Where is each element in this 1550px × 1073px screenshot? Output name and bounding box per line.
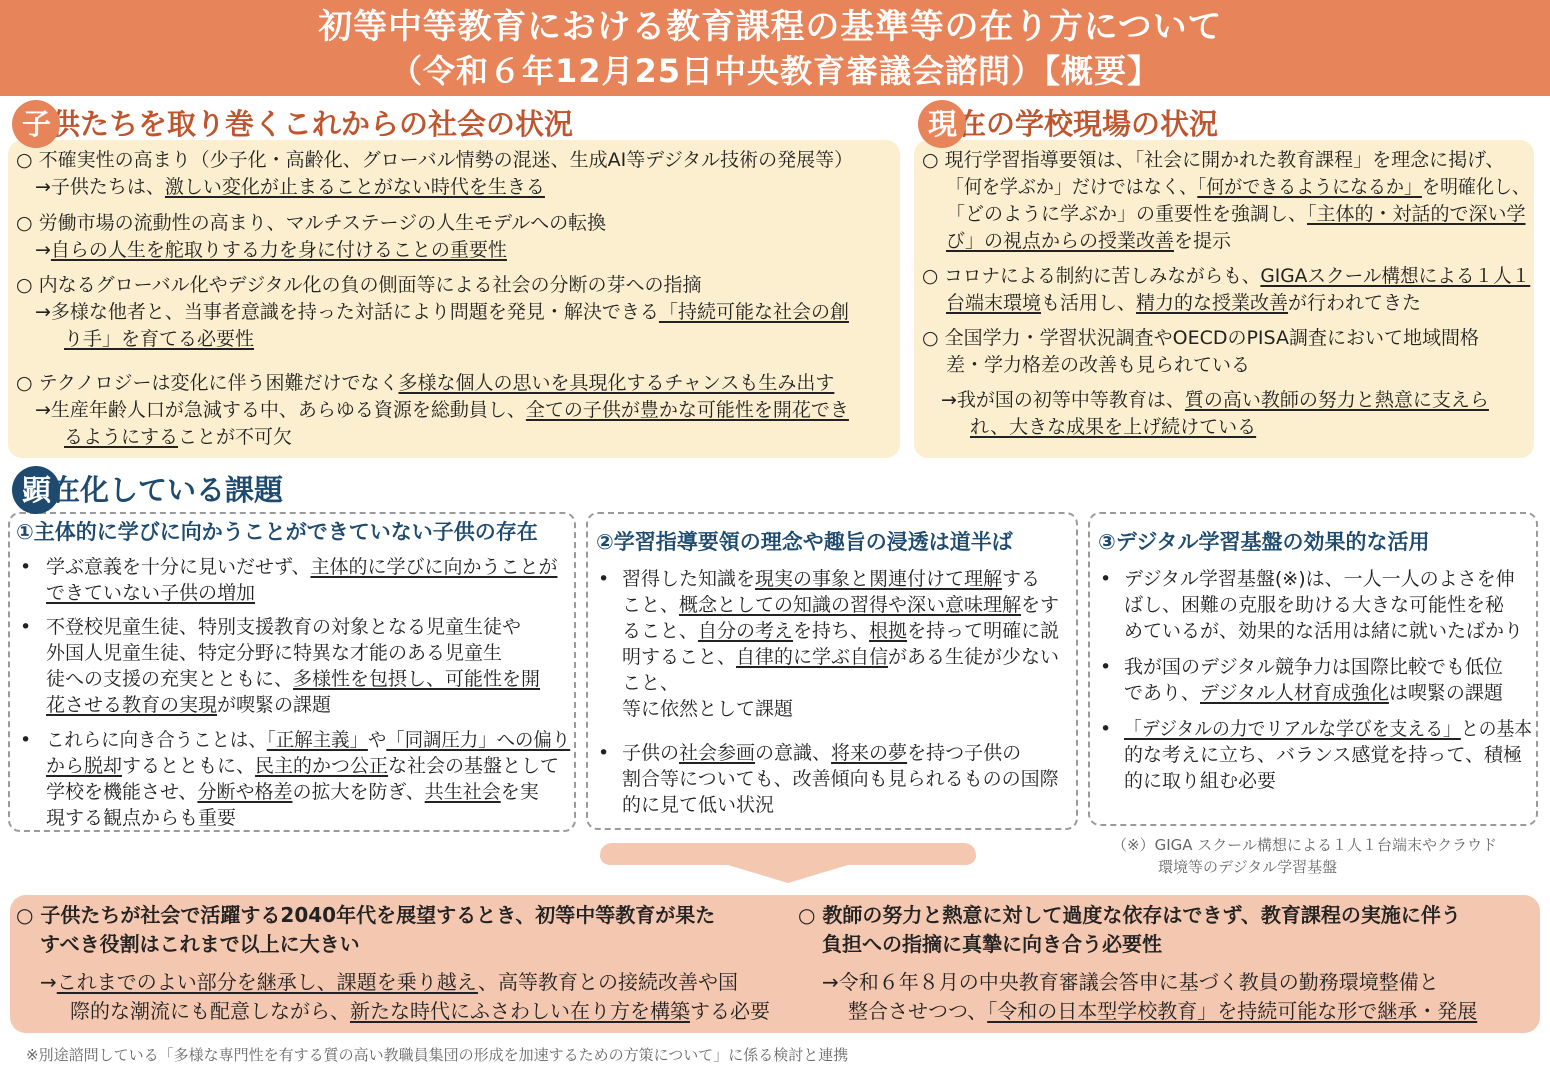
- issue-1-b3-l3: 学校を機能させ、分断や格差の拡大を防ぎ、共生社会を実: [46, 781, 539, 803]
- school-item-4-line2: れ、大きな成果を上げ続けている: [970, 416, 1257, 438]
- issue-2-b1-l2: こと、概念としての知識の習得や深い意味理解をす: [622, 594, 1060, 616]
- issue-2-b1-l6: 等に依然として課題: [622, 698, 794, 720]
- school-item-1-line4: び」の視点からの授業改善を提示: [946, 230, 1232, 252]
- footnote: ※別途諮問している「多様な専門性を有する質の高い教職員集団の形成を加速するための方策について」に係る検討と連携: [26, 1046, 849, 1064]
- issue-1-b2-l3: 徒への支援の充実とともに、多様性を包摂し、可能性を開: [46, 668, 541, 690]
- society-item-2-line1: ○ 労働市場の流動性の高まり、マルチステージの人生モデルへの転換: [16, 212, 607, 234]
- issues-section-title: 顕在化している課題: [22, 473, 284, 507]
- page-subtitle: （令和６年12月25日中央教育審議会諮問）【概要】: [389, 52, 1161, 90]
- issue-3-heading: ③デジタル学習基盤の効果的な活用: [1098, 530, 1430, 554]
- issue-2-heading: ②学習指導要領の理念や趣旨の浸透は道半ば: [596, 530, 1013, 554]
- issue-2-b2-l2: 割合等についても、改善傾向も見られるものの国際: [622, 768, 1059, 790]
- issue-2-b1-l1: 習得した知識を現実の事象と関連付けて理解する: [622, 568, 1041, 590]
- issue-1-b2-l4: 花させる教育の実現が喫緊の課題: [46, 694, 332, 716]
- bullet-dot: •: [20, 729, 32, 751]
- issue-3-b1-l2: ばし、困難の克服を助ける大きな可能性を秘: [1124, 594, 1505, 616]
- school-item-4-line1: →我が国の初等中等教育は、質の高い教師の努力と熱意に支えら: [922, 389, 1489, 411]
- issue-1-b3-l2: から脱却するとともに、民主的かつ公正な社会の基盤として: [46, 755, 560, 777]
- issue-2-b2-l3: 的に見て低い状況: [622, 794, 775, 816]
- bullet-dot: •: [598, 568, 610, 590]
- issue-1-b3-l4: 現する観点からも重要: [46, 807, 237, 829]
- bullet-dot: •: [1100, 656, 1112, 678]
- issue-1-b1-l1: 学ぶ意義を十分に見いだせず、主体的に学びに向かうことが: [46, 556, 558, 578]
- issue-2-b1-l3: ること、自分の考えを持ち、根拠を持って明確に説: [622, 620, 1060, 642]
- issue-3-b3-l1: 「デジタルの力でリアルな学びを支える」との基本: [1124, 718, 1533, 740]
- issue-2-b1-l5: こと、: [622, 672, 680, 694]
- society-item-4-line1: ○ テクノロジーは変化に伴う困難だけでなく多様な個人の思いを具現化するチャンスも生み出す: [16, 372, 835, 394]
- issue-1-b2-l1: 不登校児童生徒、特別支援教育の対象となる児童生徒や: [46, 616, 522, 638]
- society-item-4-line2: →生産年齢人口が急減する中、あらゆる資源を総動員し、全ての子供が豊かな可能性を開花でき: [16, 399, 849, 421]
- school-section-title: 現在の学校現場の状況: [928, 107, 1219, 141]
- bullet-dot: •: [20, 616, 32, 638]
- page-title: 初等中等教育における教育課程の基準等の在り方について: [318, 7, 1223, 47]
- society-item-4-line3: るようにすることが不可欠: [64, 426, 293, 448]
- school-item-2-line2: 台端末環境も活用し、精力的な授業改善が行われてきた: [946, 292, 1422, 314]
- society-item-3-line2: →多様な他者と、当事者意識を持った対話により問題を発見・解決できる「持続可能な社会の創: [16, 301, 849, 323]
- school-item-3-line1: ○ 全国学力・学習状況調査やOECDのPISA調査において地域間格: [922, 327, 1479, 349]
- issue-3-b2-l1: 我が国のデジタル競争力は国際比較でも低位: [1124, 656, 1503, 678]
- conclusion-right-bold-1: ○ 教師の努力と熱意に対して過度な依存はできず、教育課程の実施に伴う: [798, 903, 1461, 927]
- bullet-dot: •: [598, 742, 610, 764]
- bullet-dot: •: [1100, 568, 1112, 590]
- conclusion-left-bold-2: すべき役割はこれまで以上に大きい: [40, 932, 360, 956]
- conclusion-left-line-1: →これまでのよい部分を継承し、課題を乗り越え、高等教育との接続改善や国: [40, 970, 738, 994]
- school-item-1-line2: 「何を学ぶか」だけではなく、「何ができるようになるか」を明確化し、: [946, 176, 1530, 198]
- conclusion-left-bold-1: ○ 子供たちが社会で活躍する2040年代を展望するとき、初等中等教育が果た: [16, 903, 716, 927]
- note-line-1: （※）GIGA スクール構想による１人１台端末やクラウド: [1112, 836, 1497, 854]
- school-item-1-line3: 「どのように学ぶか」の重要性を強調し、「主体的・対話的で深い学: [946, 203, 1526, 225]
- issue-2-b2-l1: 子供の社会参画の意識、将来の夢を持つ子供の: [622, 742, 1022, 764]
- society-item-1-line2: →子供たちは、激しい変化が止まることがない時代を生きる: [16, 176, 545, 198]
- society-item-1-line1: ○ 不確実性の高まり（少子化・高齢化、グローバル情勢の混迷、生成AI等デジタル技術の発展等）: [16, 149, 854, 171]
- society-item-3-line3: り手」を育てる必要性: [64, 328, 255, 350]
- issue-3-b1-l1: デジタル学習基盤(※)は、一人一人のよさを伸: [1124, 568, 1515, 590]
- note-line-2: 環境等のデジタル学習基盤: [1158, 858, 1338, 876]
- school-item-1-line1: ○ 現行学習指導要領は、「社会に開かれた教育課程」を理念に掲げ、: [922, 149, 1505, 171]
- issue-3-b2-l2: であり、デジタル人材育成強化は喫緊の課題: [1124, 682, 1503, 704]
- issue-3-b1-l3: めているが、効果的な活用は緒に就いたばかり: [1124, 620, 1524, 642]
- down-arrow-icon: [598, 843, 978, 883]
- society-section-title: 子供たちを取り巻くこれからの社会の状況: [22, 107, 574, 141]
- school-item-2-line1: ○ コロナによる制約に苦しみながらも、GIGAスクール構想による１人１: [922, 265, 1531, 287]
- issue-1-b2-l2: 外国人児童生徒、特定分野に特異な才能のある児童生: [46, 642, 503, 664]
- issue-3-b3-l3: 的に取り組む必要: [1124, 770, 1277, 792]
- issue-2-b1-l4: 明すること、自律的に学ぶ自信がある生徒が少ない: [622, 646, 1060, 668]
- page-header: [0, 0, 1550, 96]
- bullet-dot: •: [1100, 718, 1112, 740]
- issue-3-b3-l2: 的な考えに立ち、バランス感覚を持って、積極: [1124, 744, 1523, 766]
- issue-1-b3-l1: これらに向き合うことは、「正解主義」や「同調圧力」への偏り: [46, 729, 571, 751]
- society-item-2-line2: →自らの人生を舵取りする力を身に付けることの重要性: [16, 239, 507, 261]
- bullet-dot: •: [20, 556, 32, 578]
- society-item-3-line1: ○ 内なるグローバル化やデジタル化の負の側面等による社会の分断の芽への指摘: [16, 274, 702, 296]
- issue-1-b1-l2: できていない子供の増加: [46, 582, 256, 604]
- conclusion-left-line-2: 際的な潮流にも配意しながら、新たな時代にふさわしい在り方を構築する必要: [70, 999, 770, 1023]
- issue-1-heading: ①主体的に学びに向かうことができていない子供の存在: [16, 520, 538, 544]
- conclusion-right-line-1: →令和６年８月の中央教育審議会答申に基づく教員の勤務環境整備と: [822, 970, 1439, 994]
- conclusion-right-line-2: 整合させつつ、「令和の日本型学校教育」を持続可能な形で継承・発展: [848, 999, 1478, 1023]
- school-item-3-line2: 差・学力格差の改善も見られている: [946, 354, 1251, 376]
- conclusion-right-bold-2: 負担への指摘に真摯に向き合う必要性: [822, 932, 1162, 956]
